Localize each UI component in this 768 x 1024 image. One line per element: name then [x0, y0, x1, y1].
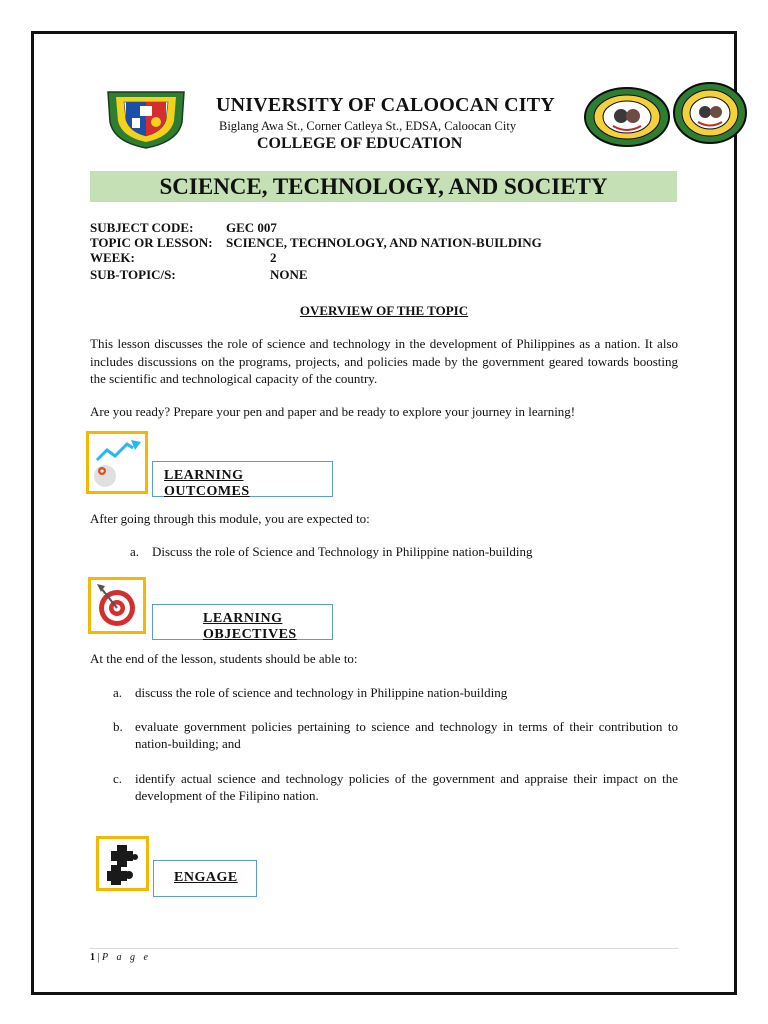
overview-heading: OVERVIEW OF THE TOPIC — [299, 303, 469, 318]
subject-code-label: SUBJECT CODE: — [90, 220, 194, 235]
university-seal-icon — [100, 88, 192, 150]
objective-text-b: evaluate government policies pertaining to science and technology in terms of their contribution to nation-building; and — [135, 719, 678, 751]
target-icon — [91, 580, 143, 631]
university-address: Biglang Awa St., Corner Catleya St., EDSA, Caloocan City — [219, 119, 517, 133]
objective-marker-b: b. — [113, 719, 123, 734]
subtopic-label: SUB-TOPIC/S: — [90, 267, 176, 282]
engage-icon-box — [96, 836, 149, 891]
growth-chart-icon — [89, 434, 145, 491]
engage-label-box — [153, 860, 257, 897]
objectives-icon-box — [88, 577, 146, 634]
objectives-label: LEARNING OBJECTIVES — [203, 611, 297, 642]
objective-marker-a: a. — [113, 685, 123, 700]
outcomes-icon-box — [86, 431, 148, 494]
overview-heading-wrap — [0, 303, 768, 319]
page-word: P a g e — [102, 952, 151, 963]
college-seal-icon — [583, 86, 671, 148]
page-footer — [90, 952, 151, 963]
objectives-intro: At the end of the lesson, students should be able to: — [90, 651, 358, 666]
outcomes-label: LEARNING OUTCOMES — [164, 468, 250, 499]
outcomes-item-text: Discuss the role of Science and Technology in Philippine nation-building — [152, 544, 533, 559]
topic-value: SCIENCE, TECHNOLOGY, AND NATION-BUILDING — [226, 235, 542, 250]
puzzle-people-icon — [99, 839, 146, 888]
document-title: SCIENCE, TECHNOLOGY, AND SOCIETY — [159, 174, 608, 199]
footer-separator: | — [97, 952, 100, 963]
overview-prompt: Are you ready? Prepare your pen and paper and be ready to explore your journey in learning! — [90, 404, 576, 419]
objective-marker-c: c. — [113, 771, 123, 786]
university-name: UNIVERSITY OF CALOOCAN CITY — [216, 94, 555, 116]
subject-code-value: GEC 007 — [226, 220, 277, 235]
subject-info — [90, 220, 690, 284]
outcomes-item-marker: a. — [130, 544, 140, 559]
title-band — [90, 171, 677, 202]
week-value: 2 — [270, 250, 277, 265]
week-label: WEEK: — [90, 250, 135, 265]
outcomes-intro: After going through this module, you are expected to: — [90, 511, 370, 526]
subtopic-value: NONE — [270, 267, 308, 282]
page-number: 1 — [90, 952, 95, 963]
engage-label: ENGAGE — [174, 870, 238, 885]
outcomes-label-box — [152, 461, 333, 497]
department-seal-icon — [672, 80, 744, 146]
objectives-label-box — [152, 604, 333, 640]
objective-text-c: identify actual science and technology policies of the government and appraise their impact on the development of the Filipino nation. — [135, 771, 678, 803]
objective-text-a: discuss the role of science and technology in Philippine nation-building — [135, 685, 508, 700]
topic-label: TOPIC OR LESSON: — [90, 235, 213, 250]
college-name: COLLEGE OF EDUCATION — [257, 135, 463, 152]
footer-divider — [90, 948, 678, 949]
overview-paragraph: This lesson discusses the role of science and technology in the development of Philippines as a nation. It also includes discussions on the programs, projects, and policies made by the government geared towards boosting the scientific and technological capacity of the country. — [90, 336, 678, 386]
